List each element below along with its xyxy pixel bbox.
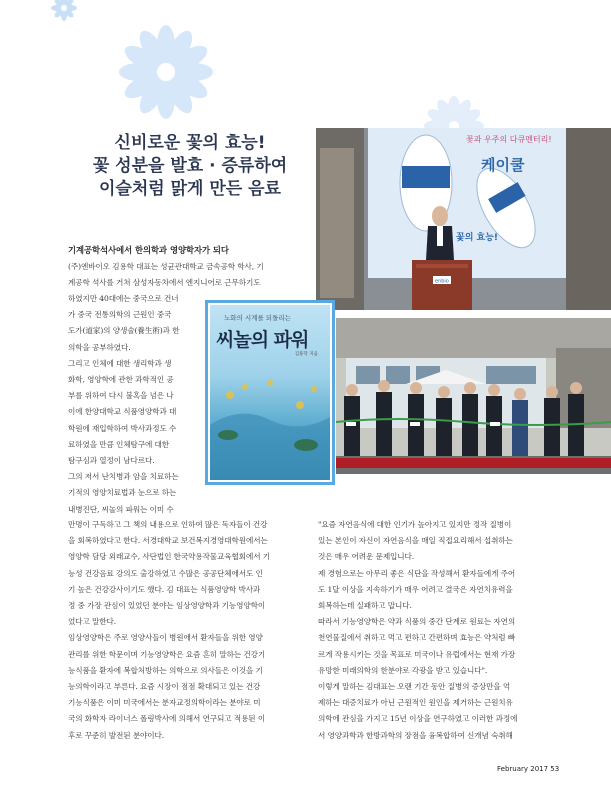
text-line: 가 중국 전통의학의 근원인 중국 [68,310,172,320]
text-line: 부를 위하여 다시 불혹을 넘은 나 [68,391,174,401]
banner-tagline-text: 꽃과 우주의 다큐멘터리! [466,135,552,144]
text-line: 을 회복하였다고 한다. 서경대학교 보건복지경영대학원에서는 [68,536,268,546]
flower-decoration-small [51,0,77,21]
text-line: 후로 꾸준히 발전된 분야이다. [68,730,165,740]
book-author: 김용학 지음 [294,352,318,357]
banner-slogan-text: 꽃의 효능! [456,233,499,243]
text-line: 기적의 영양치료법과 눈으로 하는 [68,488,177,498]
body-narrow-block [68,259,318,291]
body-right-block [318,517,608,744]
text-line: 그리고 인체에 대한 생리학과 생 [68,358,172,368]
section-subheading: 기계공학석사에서 한의학과 영양학자가 되다 [68,245,229,255]
text-line: 제 경험으로는 아무리 좋은 식단을 작성해서 환자들에게 주어 [318,568,516,578]
text-line: 르게 작용시키는 것을 목표로 미국이나 유럽에서는 현재 가장 [318,649,516,659]
text-line: "요즘 자연음식에 대한 인기가 높아지고 있지만 정작 질병이 [318,520,512,529]
text-line: 었다고 말한다. [68,617,117,627]
podium-sign-text: enbio [435,278,449,285]
text-line: 의학을 공부하였다. [68,342,131,352]
text-line: (주)엔바이오 김용학 대표는 성균관대학교 금속공학 학사, 기 [68,262,264,271]
text-line: 그의 저서 난치병과 암을 치료하는 [68,472,179,482]
text-line: 내병진단, 씨놀의 파워는 이미 수 [68,504,174,514]
text-line: 도 1달 이상을 지속하기가 매우 어려고 결국은 자연치유력을 [318,584,513,594]
photo-ribbon-cutting [336,318,611,474]
text-line: 기능식품은 이미 미국에서는 분자교정의학이라는 분야로 미 [68,698,261,708]
body-wide-block [68,517,313,744]
text-line: 화학, 영양학에 관한 과학적인 공 [68,375,174,385]
text-line: 학원에 재입학하여 박사과정도 수 [68,423,177,433]
flower-decoration-large [118,24,214,120]
text-line: 능의학이라고 부른다. 요즘 시장이 점점 확대되고 있는 건강 [68,682,261,692]
text-line: 하였지만 40대에는 중국으로 건너 [68,294,179,303]
text-line: 제하는 대증치료가 아닌 근원적인 원인을 제거하는 근원치유 [318,698,513,708]
text-line: 계공학 석사를 거쳐 삼성자동차에서 엔지니어로 근무하기도 [68,278,261,288]
text-line: 국의 화학자 라이너스 폴링박사에 의해서 연구되고 적용된 이 [68,714,266,724]
text-line: 이에 한양대학교 식품영양학과 대 [68,407,177,417]
text-line: 서 영양과학과 한방과학의 장점을 융복합하여 신개념 숙취해 [318,730,513,740]
body-narrow-block-2 [68,291,213,518]
text-line: 것은 매우 어려운 문제입니다. [318,552,415,562]
text-line: 회복하는데 실패하고 맙니다. [318,601,412,611]
title-line-1: 신비로운 꽃의 효능! [114,133,266,153]
text-line: 만명이 구독하고 그 책의 내용으로 인하여 많은 독자들이 건강 [68,520,268,529]
text-line: 관리를 위한 학문이며 기능영양학은 요즘 흔히 말하는 건강기 [68,649,266,659]
article-title [70,132,310,201]
banner-brand-text: 케이쿨 [481,156,525,174]
text-line: 정 중 가장 관심이 있었던 분야는 임상영양학과 기능영양학이 [68,601,266,611]
text-line: 있는 본인이 자신이 자연음식을 매일 직접요리해서 섭취하는 [318,536,513,546]
photo-ceremony-speech [316,128,611,310]
text-line: 기 높은 건강강사이기도 했다. 김 대표는 식품영양학 박사과 [68,584,261,594]
text-line: 능식품을 환자에 복합처방하는 의학으로 의사들은 이것을 기 [68,665,263,675]
book-title: 씨놀의 파워 [216,329,309,351]
text-line: 따라서 기능영양학은 약과 식품의 중간 단계로 원료는 자연의 [318,617,516,627]
text-line: 도가(道家)의 양생술(養生術)과 한 [68,326,180,336]
title-line-3: 이슬처럼 맑게 만든 음료 [99,179,281,199]
text-line: 영양학 담당 외래교수, 사단법인 한국약용작물교육협회에서 기 [68,552,271,562]
text-line: 능성 건강음료 강의도 출강하였고 수많은 공공단체에서도 인 [68,568,263,578]
text-line: 천연물질에서 취하고 먹고 편하고 간편하며 효능은 약처럼 빠 [318,633,516,643]
text-line: 이렇게 말하는 김대표는 오랜 기간 동안 질병의 증상만을 억 [318,682,511,692]
text-line: 임상영양학은 주로 영양사들이 병원에서 환자들을 위한 영양 [68,633,263,643]
text-line: 탐구심과 열정이 남다르다. [68,456,155,466]
text-line: 료하였을 만큼 인체탐구에 대한 [68,439,170,449]
text-line: 의학에 관심을 가지고 15년 이상을 연구하였고 이러한 과정에 [318,714,518,724]
text-line: 유망한 미래의학의 한분야로 각광을 받고 있습니다". [318,665,488,675]
book-cover-image [205,300,335,485]
book-top-line: 노화의 시계를 되돌리는 [224,314,291,322]
title-line-2: 꽃 성분을 발효 · 증류하여 [92,156,288,176]
page-footer: February 2017 53 [497,765,560,773]
